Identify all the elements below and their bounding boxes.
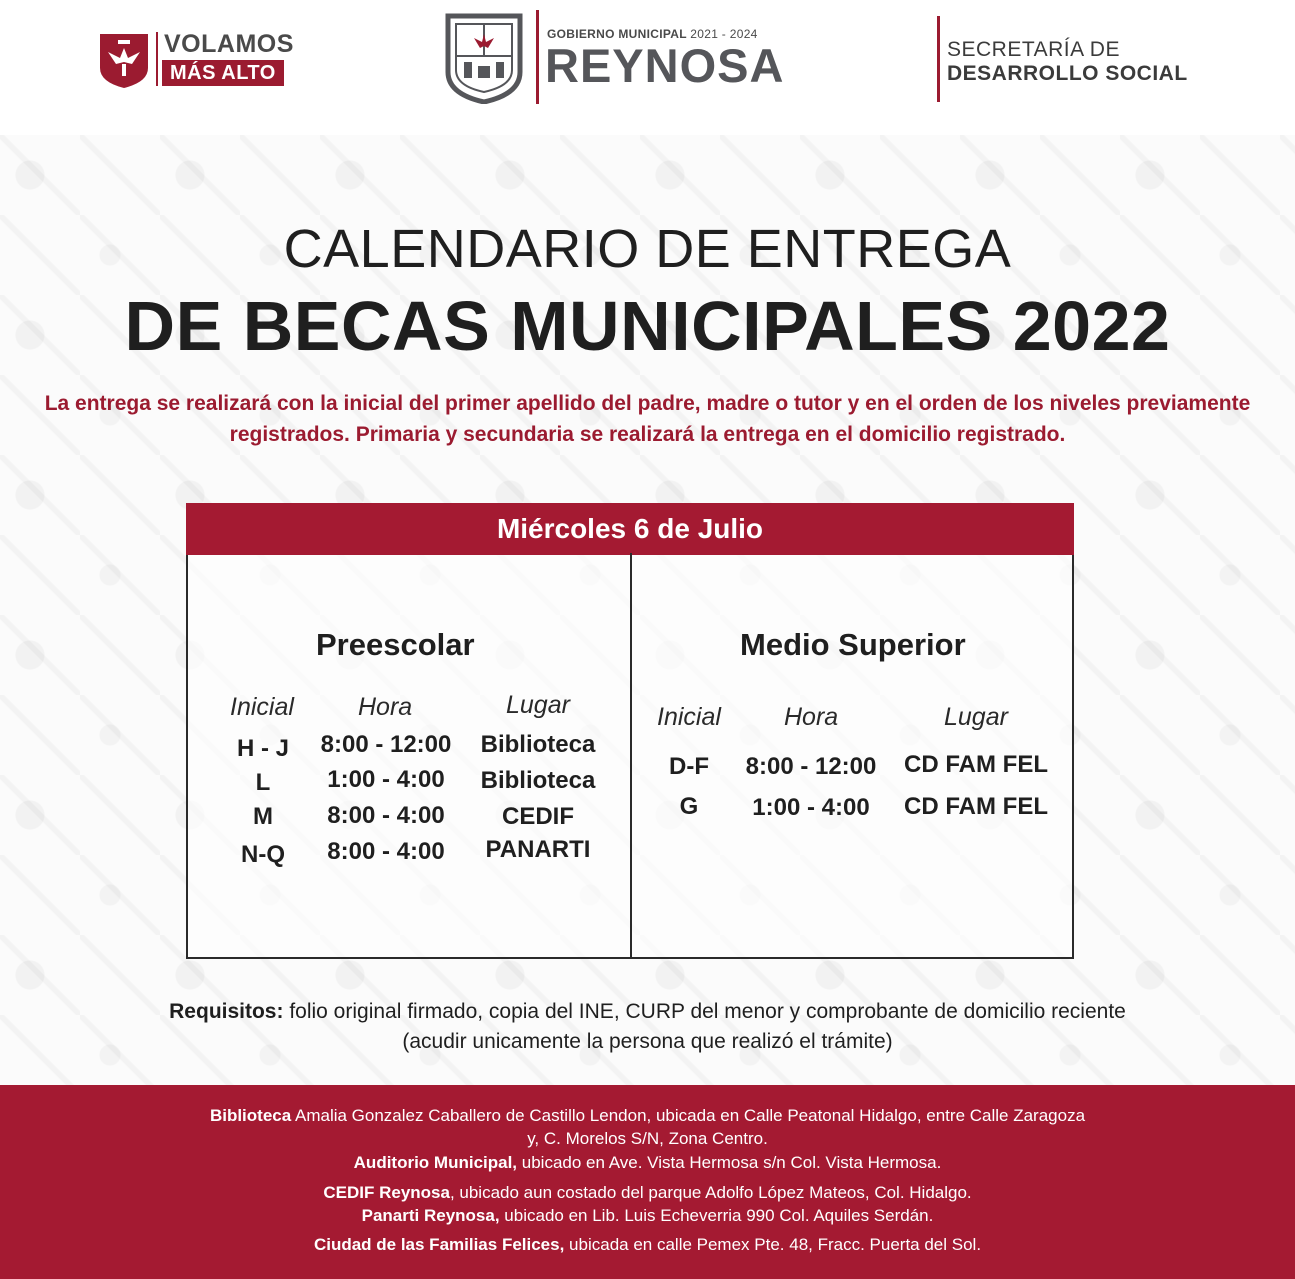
preescolar-title: Preescolar [316, 627, 475, 662]
government-label-text: GOBIERNO MUNICIPAL [547, 27, 687, 41]
crest-separator [536, 10, 539, 104]
secretaria-line-2: DESARROLLO SOCIAL [947, 62, 1188, 85]
government-years: 2021 - 2024 [690, 27, 758, 41]
location-name: Biblioteca [209, 1106, 292, 1125]
secretaria-line-1: SECRETARÍA DE [947, 38, 1120, 61]
preescolar-row-3-lugar: CEDIF [502, 803, 574, 830]
title-line-1: CALENDARIO DE ENTREGA [283, 219, 1012, 279]
locations-footer [0, 1085, 1295, 1279]
location-auditorio [0, 1152, 1295, 1174]
medio-superior-row-1-hora: 8:00 - 12:00 [745, 753, 877, 780]
location-name: Ciudad de las Familias Felices, [313, 1235, 565, 1254]
medio-superior-row-1-lugar: CD FAM FEL [904, 751, 1048, 778]
preescolar-row-3-hora: 8:00 - 4:00 [327, 802, 445, 829]
location-ciudad-familias [0, 1234, 1295, 1256]
intro-text: La entrega se realizará con la inicial del primer apellido del padre, madre o tutor y en el orden de los niveles previamente registrados. Primaria y secundaria se realizará la entrega en el domicilio registrado. [44, 392, 1251, 446]
preescolar-header-hora: Hora [358, 693, 413, 721]
requirements-text: folio original firmado, copia del INE, CURP del menor y comprobante de domicilio reciente [283, 1000, 1126, 1023]
logo-line-1: VOLAMOS [164, 30, 294, 58]
location-text: y, C. Morelos S/N, Zona Centro. [527, 1129, 768, 1148]
preescolar-header-inicial: Inicial [230, 693, 294, 721]
location-biblioteca-cont [0, 1128, 1295, 1150]
preescolar-header-lugar: Lugar [506, 691, 570, 719]
medio-superior-header-inicial: Inicial [657, 703, 721, 731]
preescolar-row-4-hora: 8:00 - 4:00 [327, 838, 445, 865]
logo-separator [156, 32, 158, 86]
title-line-2: DE BECAS MUNICIPALES 2022 [124, 287, 1171, 365]
location-text: Amalia Gonzalez Caballero de Castillo Lendon, ubicada en Calle Peatonal Hidalgo, entre Calle Zaragoza [291, 1106, 1086, 1125]
shield-eagle-icon [98, 30, 150, 90]
medio-superior-row-2-lugar: CD FAM FEL [904, 793, 1048, 820]
secretaria-separator [937, 16, 940, 102]
location-text: ubicado en Lib. Luis Echeverria 990 Col. Aquiles Serdán. [499, 1206, 934, 1225]
column-divider [630, 553, 632, 959]
location-name: Auditorio Municipal, [353, 1153, 518, 1172]
medio-superior-header-hora: Hora [784, 703, 839, 731]
location-text: , ubicado aun costado del parque Adolfo López Mateos, Col. Hidalgo. [449, 1183, 972, 1202]
location-cedif [0, 1182, 1295, 1204]
preescolar-row-3-inicial: M [253, 803, 273, 830]
preescolar-row-4-inicial: N-Q [241, 841, 285, 868]
requirements-label: Requisitos: [169, 1000, 284, 1023]
medio-superior-header-lugar: Lugar [944, 703, 1008, 731]
medio-superior-row-2-inicial: G [679, 793, 699, 820]
preescolar-row-1-lugar: Biblioteca [480, 731, 596, 758]
location-panarti [0, 1205, 1295, 1227]
reynosa-crest-icon [444, 12, 524, 104]
preescolar-row-2-hora: 1:00 - 4:00 [327, 766, 445, 793]
requirements-line [0, 997, 1295, 1027]
location-text: ubicada en calle Pemex Pte. 48, Fracc. Puerta del Sol. [564, 1235, 982, 1254]
medio-superior-row-2-hora: 1:00 - 4:00 [752, 794, 870, 821]
preescolar-row-2-inicial: L [255, 769, 271, 796]
location-biblioteca [0, 1105, 1295, 1127]
location-name: Panarti Reynosa, [361, 1206, 500, 1225]
preescolar-row-1-inicial: H - J [236, 735, 289, 762]
requirements-note: (acudir unicamente la persona que realizó el trámite) [402, 1030, 893, 1053]
schedule-table [186, 503, 1074, 959]
page-header [0, 0, 1295, 135]
preescolar-row-1-hora: 8:00 - 12:00 [320, 731, 452, 758]
medio-superior-title: Medio Superior [740, 627, 966, 662]
medio-superior-row-1-inicial: D-F [669, 753, 709, 780]
preescolar-row-4-lugar: PANARTI [485, 836, 591, 863]
preescolar-row-2-lugar: Biblioteca [480, 767, 596, 794]
location-name: CEDIF Reynosa [323, 1183, 450, 1202]
schedule-date: Miércoles 6 de Julio [186, 503, 1074, 555]
volamos-mas-alto-logo [98, 30, 323, 92]
requirements [0, 997, 1295, 1057]
logo-line-2: MÁS ALTO [162, 60, 284, 86]
location-text: ubicado en Ave. Vista Hermosa s/n Col. Vista Hermosa. [517, 1153, 942, 1172]
city-name: REYNOSA [545, 39, 785, 92]
